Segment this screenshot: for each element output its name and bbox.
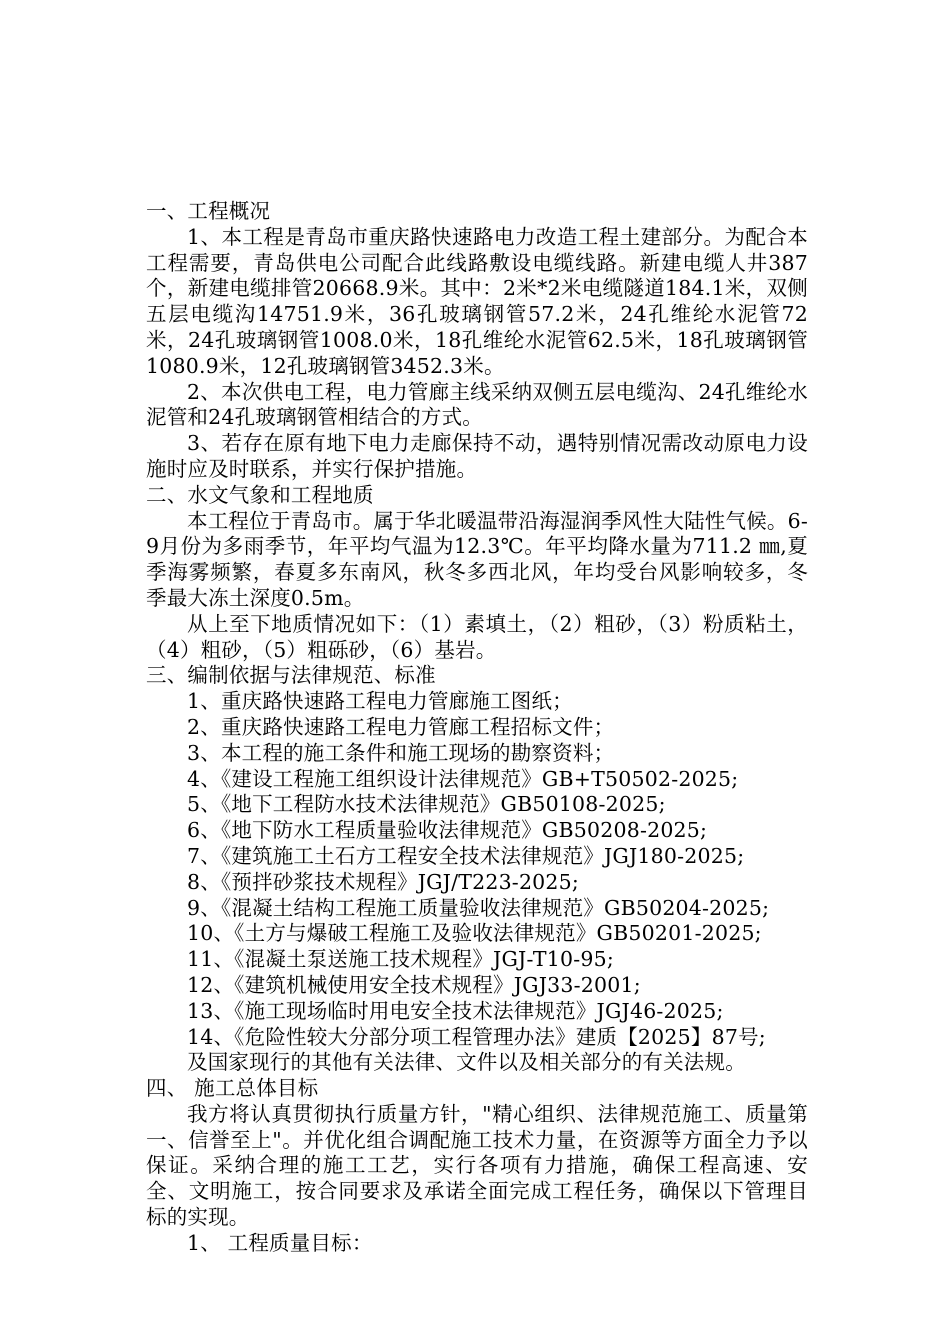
list-item-standard: 及国家现行的其他有关法律、文件以及相关部分的有关法规。 <box>187 1050 746 1075</box>
list-item-standard: 13、《施工现场临时用电安全技术法律规范》JGJ46-2025; <box>187 998 724 1023</box>
paragraph-project-scope: 1、本工程是青岛市重庆路快速路电力改造工程土建部分。为配合本工程需要，青岛供电公司配合此线路敷设电缆线路。新建电缆人井387个，新建电缆排管20668.9米。其中：2米*2米电缆隧道184.1米，双侧五层电缆沟14751.9米，36孔玻璃钢管57.2米，24孔维纶水泥管72米，24孔玻璃钢管1008.0米，18孔维纶水泥管62.5米，18孔玻璃钢管1080.9米，12孔玻璃钢管3452.3米。 <box>146 224 808 378</box>
paragraph-climate: 本工程位于青岛市。属于华北暖温带沿海湿润季风性大陆性气候。6-9月份为多雨季节，年平均气温为12.3℃。年平均降水量为711.2 ㎜,夏季海雾频繁，春夏多东南风，秋冬多西北风，年均受台风影响较多，冬季最大冻土深度0.5m。 <box>146 508 808 610</box>
section-heading-overview: 一、工程概况 <box>146 199 271 223</box>
list-item-standard: 3、本工程的施工条件和施工现场的勘察资料； <box>187 740 615 765</box>
section-heading-basis-standards: 三、编制依据与法律规范、标准 <box>146 663 436 688</box>
list-item-standard: 14、《危险性较大分部分项工程管理办法》建质【2025】87号; <box>187 1024 766 1049</box>
list-item-quality-goal: 1、 工程质量目标： <box>187 1230 373 1255</box>
section-heading-overall-goals: 四、 施工总体目标 <box>146 1076 319 1101</box>
list-item-standard: 1、重庆路快速路工程电力管廊施工图纸； <box>187 689 573 714</box>
list-item-standard: 10、《土方与爆破工程施工及验收法律规范》GB50201-2025; <box>187 921 762 946</box>
paragraph-power-corridor: 2、本次供电工程，电力管廊主线采纳双侧五层电缆沟、24孔维纶水泥管和24孔玻璃钢管相结合的方式。 <box>146 379 808 430</box>
list-item-standard: 11、《混凝土泵送施工技术规程》JGJ-T10-95; <box>187 947 614 972</box>
section-heading-hydrology-geology: 二、水文气象和工程地质 <box>146 482 374 507</box>
list-item-standard: 2、重庆路快速路工程电力管廊工程招标文件； <box>187 714 615 739</box>
paragraph-existing-facilities: 3、若存在原有地下电力走廊保持不动，遇特别情况需改动原电力设施时应及时联系，并实行保护措施。 <box>146 431 808 481</box>
list-item-standard: 12、《建筑机械使用安全技术规程》JGJ33-2001; <box>187 972 641 997</box>
list-item-standard: 9、《混凝土结构工程施工质量验收法律规范》GB50204-2025; <box>187 895 770 920</box>
list-item-standard: 5、《地下工程防水技术法律规范》GB50108-2025; <box>187 792 666 817</box>
document-page <box>146 199 808 1257</box>
list-item-standard: 8、《预拌砂浆技术规程》JGJ/T223-2025; <box>187 869 580 894</box>
list-item-standard: 7、《建筑施工土石方工程安全技术法律规范》JGJ180-2025; <box>187 843 745 868</box>
list-item-standard: 4、《建设工程施工组织设计法律规范》GB+T50502-2025; <box>187 766 739 791</box>
paragraph-quality-policy: 我方将认真贯彻执行质量方针，"精心组织、法律规范施工、质量第一、信誉至上"。并优化组合调配施工技术力量，在资源等方面全力予以保证。采纳合理的施工工艺，实行各项有力措施，确保工程高速、安全、文明施工，按合同要求及承诺全面完成工程任务，确保以下管理目标的实现。 <box>146 1101 808 1230</box>
list-item-standard: 6、《地下防水工程质量验收法律规范》GB50208-2025; <box>187 818 708 843</box>
paragraph-geology: 从上至下地质情况如下：（1）素填土，（2）粗砂，（3）粉质粘土，（4）粗砂，（5）粗砾砂，（6）基岩。 <box>146 611 808 662</box>
